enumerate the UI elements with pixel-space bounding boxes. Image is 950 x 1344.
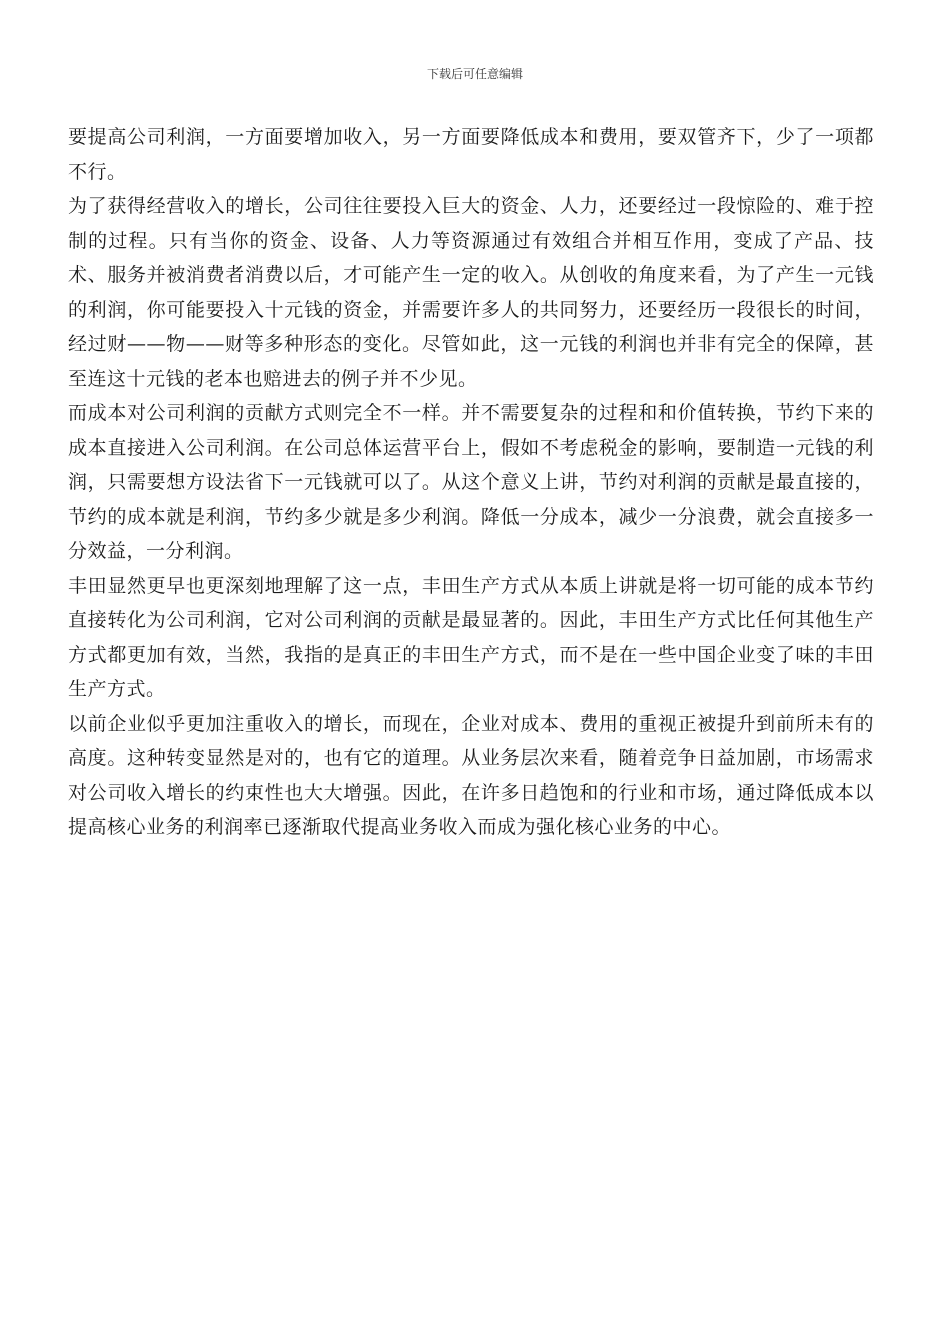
paragraph-4: 丰田显然更早也更深刻地理解了这一点，丰田生产方式从本质上讲就是将一切可能的成本节约直接转化为公司利润，它对公司利润的贡献是最显著的。因此，丰田生产方式比任何其他生产方式都更加有效，当然，我指的是真正的丰田生产方式，而不是在一些中国企业变了味的丰田生产方式。 (68, 574, 874, 700)
paragraph-3: 而成本对公司利润的贡献方式则完全不一样。并不需要复杂的过程和和价值转换，节约下来的成本直接进入公司利润。在公司总体运营平台上，假如不考虑税金的影响，要制造一元钱的利润，只需要想方设法省下一元钱就可以了。从这个意义上讲，节约对利润的贡献是最直接的，节约的成本就是利润，节约多少就是多少利润。降低一分成本，减少一分浪费，就会直接多一分效益，一分利润。 (68, 402, 874, 562)
document-body (68, 120, 874, 845)
paragraph-2: 为了获得经营收入的增长，公司往往要投入巨大的资金、人力，还要经过一段惊险的、难于控制的过程。只有当你的资金、设备、人力等资源通过有效组合并相互作用，变成了产品、技术、服务并被消费者消费以后，才可能产生一定的收入。从创收的角度来看，为了产生一元钱的利润，你可能要投入十元钱的资金，并需要许多人的共同努力，还要经历一段很长的时间，经过财——物——财等多种形态的变化。尽管如此，这一元钱的利润也并非有完全的保障，甚至连这十元钱的老本也赔进去的例子并不少见。 (68, 195, 874, 390)
paragraph-1: 要提高公司利润，一方面要增加收入，另一方面要降低成本和费用，要双管齐下，少了一项都不行。 (68, 126, 874, 183)
page-header: 下载后可任意编辑 (426, 67, 523, 81)
paragraph-5: 以前企业似乎更加注重收入的增长，而现在，企业对成本、费用的重视正被提升到前所未有的高度。这种转变显然是对的，也有它的道理。从业务层次来看，随着竞争日益加剧，市场需求对公司收入增长的约束性也大大增强。因此，在许多日趋饱和的行业和市场，通过降低成本以提高核心业务的利润率已逐渐取代提高业务收入而成为强化核心业务的中心。 (68, 712, 874, 838)
